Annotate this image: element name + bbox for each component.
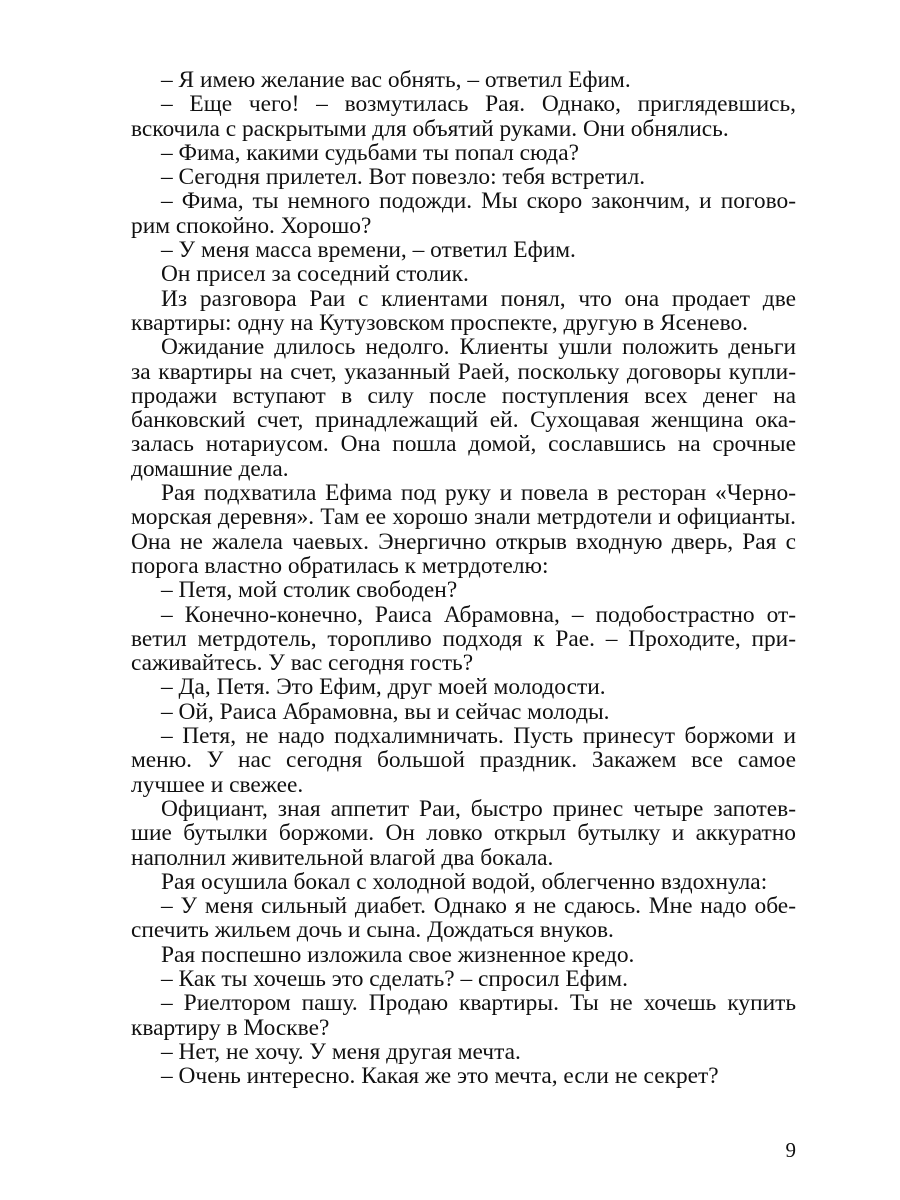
paragraph: – Конечно-конечно, Раиса Абрамовна, – подобострастно ответил метрдотель, торопливо подходя к Рае. – Проходите, присаживайтесь. У вас сегодня гость?	[131, 601, 796, 677]
paragraph: Рая поспешно изложила свое жизненное кредо.	[161, 941, 635, 968]
paragraph: – Сегодня прилетел. Вот повезло: тебя встретил.	[161, 164, 646, 191]
paragraph: Рая подхватила Ефима под руку и повела в ресторан «Черноморская деревня». Там ее хорошо знали метрдотели и официанты. Она не жалела чаевых. Энергично открыв входную дверь, Рая с порога властно обратилась к метрдотелю:	[131, 480, 796, 579]
paragraph: Рая осушила бокал с холодной водой, облегченно вздохнула:	[161, 868, 768, 895]
paragraph: – Петя, не надо подхалимничать. Пусть принесут боржоми и меню. У нас сегодня большой праздник. Закажем все самое лучшее и свежее.	[131, 723, 796, 798]
paragraph: – Очень интересно. Какая же это мечта, если не секрет?	[161, 1063, 719, 1090]
paragraph: – Ой, Раиса Абрамовна, вы и сейчас молоды.	[161, 698, 610, 725]
paragraph: – Я имею желание вас обнять, – ответил Ефим.	[161, 67, 631, 93]
paragraph: – Нет, не хочу. У меня другая мечта.	[161, 1038, 521, 1065]
paragraph: – Фима, ты немного подожди. Мы скоро закончим, и поговорим спокойно. Хорошо?	[131, 188, 796, 239]
paragraph: – Фима, какими судьбами ты попал сюда?	[161, 139, 579, 166]
paragraph: Официант, зная аппетит Раи, быстро принес четыре запотевшие бутылки боржоми. Он ловко открыл бутылку и аккуратно наполнил живительной влагой два бокала.	[131, 795, 796, 871]
paragraph: – У меня сильный диабет. Однако я не сдаюсь. Мне надо обеспечить жильем дочь и сына. Дождаться внуков.	[131, 893, 796, 944]
paragraph: – Да, Петя. Это Ефим, друг моей молодости.	[161, 674, 606, 701]
paragraph: Из разговора Раи с клиентами понял, что она продает две квартиры: одну на Кутузовском проспекте, другую в Ясенево.	[131, 285, 796, 336]
paragraph: Ожидание длилось недолго. Клиенты ушли положить деньги за квартиры на счет, указанный Раей, поскольку договоры купли-продажи вступают в силу после поступления всех денег на банковский счет, принадлежащий ей. Сухощавая женщина оказалась нотариусом. Она пошла домой, сославшись на срочные домашние дела.	[131, 334, 796, 482]
paragraph: Он присел за соседний столик.	[161, 261, 469, 288]
paragraph: – Еще чего! – возмутилась Рая. Однако, приглядевшись, вскочила с раскрытыми для объятий руками. Они обнялись.	[131, 91, 796, 142]
paragraph: – У меня масса времени, – ответил Ефим.	[161, 237, 576, 264]
paragraph: – Риелтором пашу. Продаю квартиры. Ты не хочешь купить квартиру в Москве?	[131, 990, 796, 1041]
paragraph: – Как ты хочешь это сделать? – спросил Ефим.	[161, 965, 628, 992]
paragraph: – Петя, мой столик свободен?	[161, 577, 458, 604]
page-body	[131, 68, 796, 1088]
page-number: 9	[785, 1138, 796, 1162]
